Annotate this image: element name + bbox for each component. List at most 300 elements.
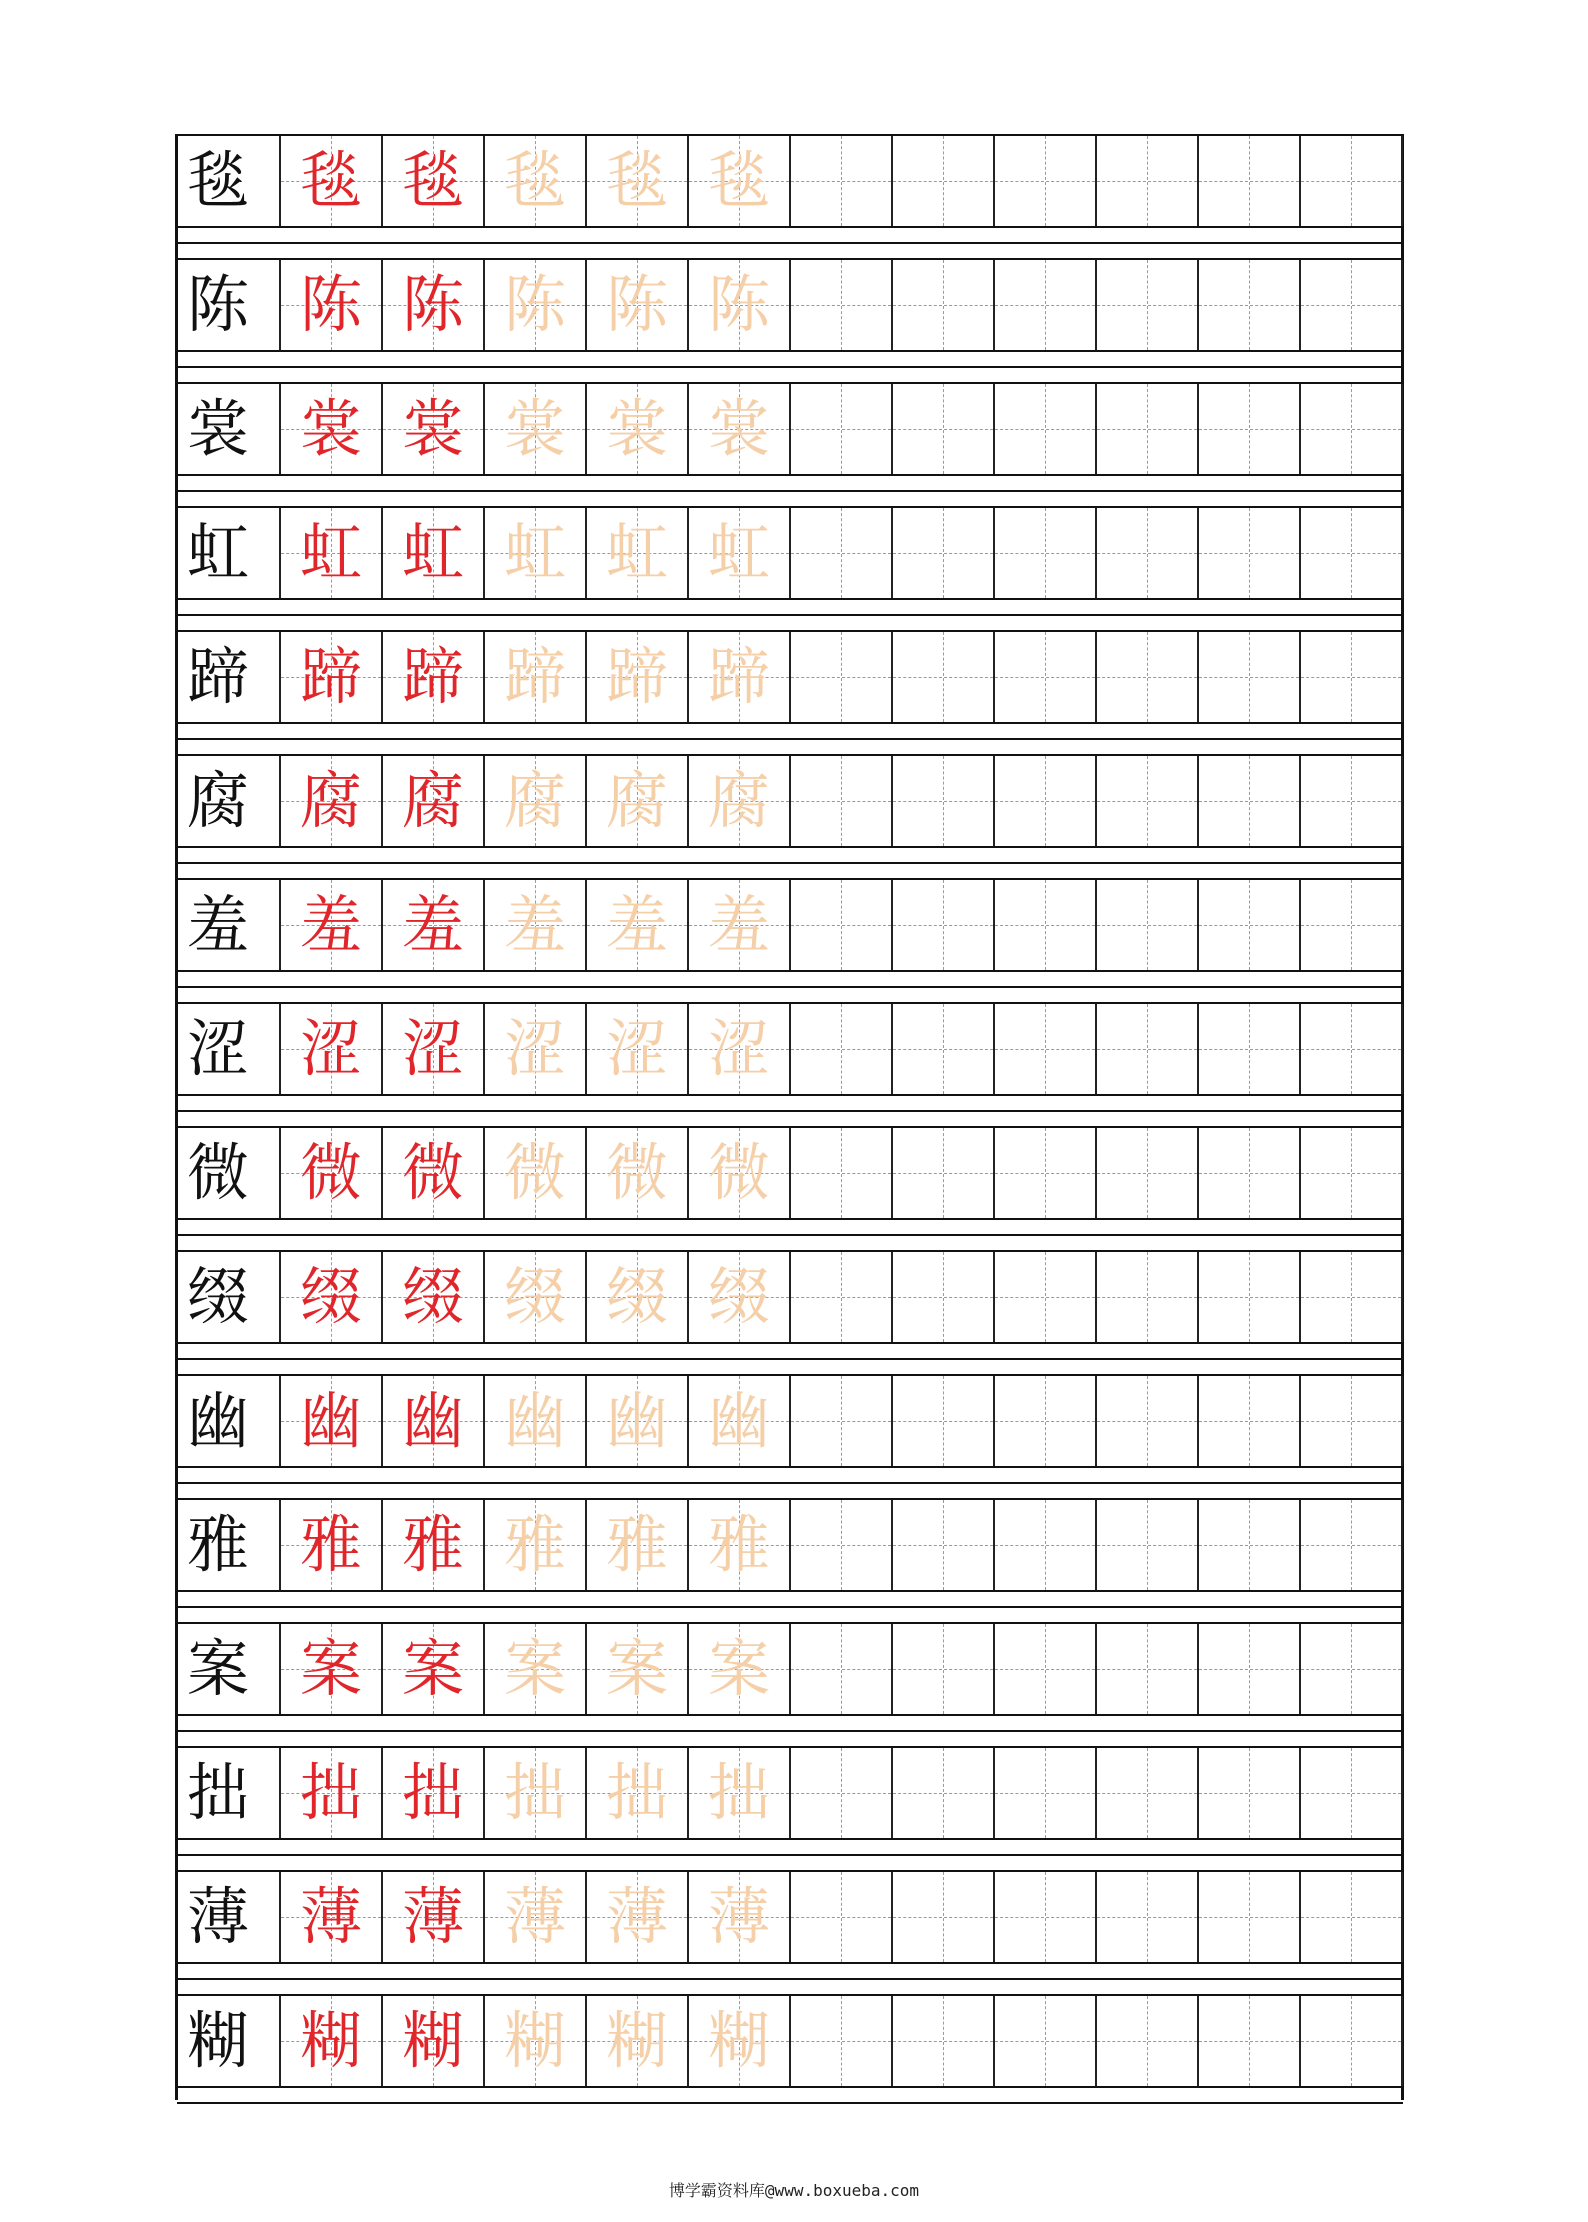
red-copy-cell[interactable] (281, 1376, 383, 1466)
empty-practice-cell[interactable] (1199, 880, 1301, 970)
trace-character: 案 (707, 1632, 770, 1705)
empty-practice-cell[interactable] (995, 1500, 1097, 1590)
red-copy-cell[interactable] (281, 1996, 383, 2086)
empty-practice-cell[interactable] (791, 1748, 893, 1838)
trace-copy-cell[interactable] (485, 880, 587, 970)
trace-copy-cell[interactable] (485, 1624, 587, 1714)
red-character: 糊 (401, 2004, 464, 2077)
empty-practice-cell[interactable] (791, 260, 893, 350)
empty-practice-cell[interactable] (995, 632, 1097, 722)
model-character: 微 (187, 1136, 250, 1209)
practice-row (177, 1250, 1403, 1344)
vertical-guide-line (841, 1748, 842, 1838)
red-copy-cell[interactable] (383, 1748, 485, 1838)
vertical-guide-line (841, 1996, 842, 2086)
empty-practice-cell[interactable] (1301, 880, 1403, 970)
empty-practice-cell[interactable] (995, 1624, 1097, 1714)
empty-practice-cell[interactable] (995, 1252, 1097, 1342)
trace-character: 幽 (503, 1384, 566, 1457)
empty-practice-cell[interactable] (1199, 632, 1301, 722)
empty-practice-cell[interactable] (995, 880, 1097, 970)
row-gap-line (177, 1234, 1403, 1236)
red-copy-cell[interactable] (281, 632, 383, 722)
practice-row (177, 1374, 1403, 1468)
empty-practice-cell[interactable] (893, 1128, 995, 1218)
trace-character: 涩 (707, 1012, 770, 1085)
empty-practice-cell[interactable] (1199, 1004, 1301, 1094)
trace-copy-cell[interactable] (485, 1500, 587, 1590)
empty-practice-cell[interactable] (1301, 756, 1403, 846)
trace-copy-cell[interactable] (587, 1128, 689, 1218)
empty-practice-cell[interactable] (995, 508, 1097, 598)
empty-practice-cell[interactable] (791, 632, 893, 722)
trace-copy-cell[interactable] (689, 136, 791, 226)
empty-practice-cell[interactable] (791, 384, 893, 474)
red-copy-cell[interactable] (281, 1748, 383, 1838)
model-character-cell (177, 1376, 281, 1466)
red-copy-cell[interactable] (383, 756, 485, 846)
trace-character: 腐 (503, 764, 566, 837)
trace-character: 雅 (707, 1508, 770, 1581)
red-character: 腐 (299, 764, 362, 837)
empty-practice-cell[interactable] (1301, 1624, 1403, 1714)
trace-copy-cell[interactable] (485, 1376, 587, 1466)
model-character: 雅 (187, 1508, 250, 1581)
vertical-guide-line (1351, 632, 1352, 722)
red-copy-cell[interactable] (383, 508, 485, 598)
vertical-guide-line (841, 508, 842, 598)
trace-copy-cell[interactable] (587, 1252, 689, 1342)
trace-copy-cell[interactable] (587, 880, 689, 970)
empty-practice-cell[interactable] (1097, 1500, 1199, 1590)
red-copy-cell[interactable] (281, 260, 383, 350)
vertical-guide-line (1351, 1996, 1352, 2086)
row-gap-line (177, 986, 1403, 988)
red-character: 腐 (401, 764, 464, 837)
empty-practice-cell[interactable] (1199, 756, 1301, 846)
practice-row (177, 258, 1403, 352)
vertical-guide-line (1147, 1748, 1148, 1838)
empty-practice-cell[interactable] (995, 260, 1097, 350)
row-gap-line (177, 1978, 1403, 1980)
empty-practice-cell[interactable] (893, 136, 995, 226)
trace-copy-cell[interactable] (485, 1128, 587, 1218)
trace-copy-cell[interactable] (485, 384, 587, 474)
model-character: 幽 (187, 1384, 250, 1457)
empty-practice-cell[interactable] (893, 1004, 995, 1094)
vertical-guide-line (943, 1376, 944, 1466)
vertical-guide-line (841, 1128, 842, 1218)
red-copy-cell[interactable] (281, 1128, 383, 1218)
red-copy-cell[interactable] (383, 1252, 485, 1342)
trace-copy-cell[interactable] (587, 1872, 689, 1962)
red-character: 涩 (401, 1012, 464, 1085)
empty-practice-cell[interactable] (791, 880, 893, 970)
empty-practice-cell[interactable] (893, 632, 995, 722)
empty-practice-cell[interactable] (1199, 1748, 1301, 1838)
empty-practice-cell[interactable] (1097, 1128, 1199, 1218)
red-copy-cell[interactable] (281, 1500, 383, 1590)
trace-copy-cell[interactable] (485, 136, 587, 226)
empty-practice-cell[interactable] (1199, 260, 1301, 350)
vertical-guide-line (841, 1004, 842, 1094)
vertical-guide-line (1249, 1500, 1250, 1590)
vertical-guide-line (1351, 1252, 1352, 1342)
vertical-guide-line (1045, 756, 1046, 846)
vertical-guide-line (1351, 880, 1352, 970)
trace-copy-cell[interactable] (689, 1252, 791, 1342)
trace-character: 虹 (503, 516, 566, 589)
vertical-guide-line (943, 1748, 944, 1838)
vertical-guide-line (1351, 508, 1352, 598)
empty-practice-cell[interactable] (1301, 1748, 1403, 1838)
red-character: 薄 (401, 1880, 464, 1953)
empty-practice-cell[interactable] (791, 1252, 893, 1342)
trace-copy-cell[interactable] (689, 1376, 791, 1466)
empty-practice-cell[interactable] (893, 260, 995, 350)
trace-copy-cell[interactable] (587, 1500, 689, 1590)
red-character: 虹 (401, 516, 464, 589)
red-copy-cell[interactable] (281, 1004, 383, 1094)
vertical-guide-line (1249, 1004, 1250, 1094)
empty-practice-cell[interactable] (791, 136, 893, 226)
red-copy-cell[interactable] (383, 136, 485, 226)
empty-practice-cell[interactable] (893, 1500, 995, 1590)
model-character-cell (177, 1872, 281, 1962)
trace-character: 拙 (605, 1756, 668, 1829)
vertical-guide-line (1351, 384, 1352, 474)
empty-practice-cell[interactable] (1199, 1624, 1301, 1714)
trace-character: 虹 (707, 516, 770, 589)
vertical-guide-line (1147, 1376, 1148, 1466)
empty-practice-cell[interactable] (791, 1376, 893, 1466)
empty-practice-cell[interactable] (1199, 1376, 1301, 1466)
trace-copy-cell[interactable] (689, 1748, 791, 1838)
red-copy-cell[interactable] (281, 756, 383, 846)
trace-copy-cell[interactable] (485, 632, 587, 722)
trace-copy-cell[interactable] (689, 1624, 791, 1714)
vertical-guide-line (841, 880, 842, 970)
row-gap-line (177, 1854, 1403, 1856)
trace-copy-cell[interactable] (689, 1996, 791, 2086)
vertical-guide-line (1249, 756, 1250, 846)
practice-row (177, 1622, 1403, 1716)
empty-practice-cell[interactable] (1199, 384, 1301, 474)
red-copy-cell[interactable] (281, 1872, 383, 1962)
red-copy-cell[interactable] (383, 632, 485, 722)
model-character-cell (177, 756, 281, 846)
row-gap-line (177, 2102, 1403, 2104)
vertical-guide-line (1351, 1376, 1352, 1466)
model-character-cell (177, 1252, 281, 1342)
empty-practice-cell[interactable] (1301, 1500, 1403, 1590)
vertical-guide-line (1045, 1748, 1046, 1838)
practice-row (177, 1746, 1403, 1840)
empty-practice-cell[interactable] (791, 1624, 893, 1714)
trace-copy-cell[interactable] (587, 1624, 689, 1714)
trace-character: 缀 (503, 1260, 566, 1333)
empty-practice-cell[interactable] (995, 136, 1097, 226)
vertical-guide-line (1045, 384, 1046, 474)
vertical-guide-line (943, 384, 944, 474)
trace-copy-cell[interactable] (485, 1872, 587, 1962)
red-copy-cell[interactable] (281, 136, 383, 226)
red-copy-cell[interactable] (383, 260, 485, 350)
model-character-cell (177, 880, 281, 970)
red-character: 毯 (299, 144, 362, 217)
empty-practice-cell[interactable] (893, 880, 995, 970)
vertical-guide-line (1249, 880, 1250, 970)
empty-practice-cell[interactable] (1199, 1996, 1301, 2086)
vertical-guide-line (943, 1996, 944, 2086)
trace-copy-cell[interactable] (587, 260, 689, 350)
empty-practice-cell[interactable] (995, 384, 1097, 474)
empty-practice-cell[interactable] (1199, 136, 1301, 226)
trace-copy-cell[interactable] (689, 1004, 791, 1094)
trace-character: 糊 (605, 2004, 668, 2077)
empty-practice-cell[interactable] (1097, 756, 1199, 846)
row-gap-line (177, 366, 1403, 368)
vertical-guide-line (943, 1624, 944, 1714)
red-copy-cell[interactable] (383, 1996, 485, 2086)
trace-copy-cell[interactable] (689, 260, 791, 350)
vertical-guide-line (841, 260, 842, 350)
trace-character: 缀 (707, 1260, 770, 1333)
empty-practice-cell[interactable] (995, 1376, 1097, 1466)
trace-copy-cell[interactable] (689, 1128, 791, 1218)
empty-practice-cell[interactable] (1301, 260, 1403, 350)
trace-character: 涩 (503, 1012, 566, 1085)
trace-copy-cell[interactable] (587, 136, 689, 226)
red-copy-cell[interactable] (281, 880, 383, 970)
trace-copy-cell[interactable] (689, 880, 791, 970)
vertical-guide-line (943, 880, 944, 970)
empty-practice-cell[interactable] (893, 1748, 995, 1838)
trace-character: 虹 (605, 516, 668, 589)
red-copy-cell[interactable] (281, 1252, 383, 1342)
vertical-guide-line (1249, 136, 1250, 226)
empty-practice-cell[interactable] (791, 1128, 893, 1218)
model-character-cell (177, 1624, 281, 1714)
trace-character: 裳 (503, 392, 566, 465)
empty-practice-cell[interactable] (791, 1872, 893, 1962)
trace-copy-cell[interactable] (485, 260, 587, 350)
empty-practice-cell[interactable] (1097, 1376, 1199, 1466)
vertical-guide-line (841, 756, 842, 846)
red-character: 案 (299, 1632, 362, 1705)
empty-practice-cell[interactable] (1199, 508, 1301, 598)
red-character: 陈 (299, 268, 362, 341)
red-character: 虹 (299, 516, 362, 589)
empty-practice-cell[interactable] (791, 1996, 893, 2086)
empty-practice-cell[interactable] (893, 756, 995, 846)
red-copy-cell[interactable] (383, 1624, 485, 1714)
red-character: 陈 (401, 268, 464, 341)
vertical-guide-line (1147, 260, 1148, 350)
empty-practice-cell[interactable] (1199, 1500, 1301, 1590)
red-copy-cell[interactable] (281, 508, 383, 598)
model-character: 涩 (187, 1012, 250, 1085)
trace-copy-cell[interactable] (485, 756, 587, 846)
empty-practice-cell[interactable] (1301, 1996, 1403, 2086)
trace-character: 裳 (605, 392, 668, 465)
vertical-guide-line (1147, 508, 1148, 598)
empty-practice-cell[interactable] (1301, 136, 1403, 226)
trace-copy-cell[interactable] (587, 508, 689, 598)
vertical-guide-line (1045, 508, 1046, 598)
trace-copy-cell[interactable] (587, 632, 689, 722)
trace-copy-cell[interactable] (689, 756, 791, 846)
vertical-guide-line (943, 1128, 944, 1218)
trace-character: 腐 (605, 764, 668, 837)
empty-practice-cell[interactable] (1199, 1872, 1301, 1962)
empty-practice-cell[interactable] (1097, 136, 1199, 226)
vertical-guide-line (943, 136, 944, 226)
trace-character: 缀 (605, 1260, 668, 1333)
trace-copy-cell[interactable] (485, 1996, 587, 2086)
red-copy-cell[interactable] (383, 1872, 485, 1962)
vertical-guide-line (1249, 1748, 1250, 1838)
character-practice-grid (177, 134, 1403, 2100)
trace-copy-cell[interactable] (587, 1996, 689, 2086)
empty-practice-cell[interactable] (1097, 508, 1199, 598)
empty-practice-cell[interactable] (1301, 1872, 1403, 1962)
trace-character: 案 (503, 1632, 566, 1705)
empty-practice-cell[interactable] (791, 1500, 893, 1590)
empty-practice-cell[interactable] (893, 508, 995, 598)
empty-practice-cell[interactable] (1301, 1004, 1403, 1094)
trace-copy-cell[interactable] (689, 384, 791, 474)
empty-practice-cell[interactable] (995, 1004, 1097, 1094)
trace-character: 雅 (503, 1508, 566, 1581)
empty-practice-cell[interactable] (1097, 1004, 1199, 1094)
empty-practice-cell[interactable] (1301, 508, 1403, 598)
trace-copy-cell[interactable] (689, 1872, 791, 1962)
practice-row (177, 506, 1403, 600)
empty-practice-cell[interactable] (1097, 1748, 1199, 1838)
model-character-cell (177, 260, 281, 350)
row-gap-line (177, 1730, 1403, 1732)
trace-copy-cell[interactable] (485, 1252, 587, 1342)
empty-practice-cell[interactable] (1097, 632, 1199, 722)
empty-practice-cell[interactable] (791, 508, 893, 598)
empty-practice-cell[interactable] (1301, 384, 1403, 474)
trace-copy-cell[interactable] (689, 508, 791, 598)
model-character-cell (177, 1748, 281, 1838)
trace-copy-cell[interactable] (587, 1004, 689, 1094)
empty-practice-cell[interactable] (791, 1004, 893, 1094)
red-copy-cell[interactable] (383, 1004, 485, 1094)
vertical-guide-line (841, 1252, 842, 1342)
trace-copy-cell[interactable] (587, 384, 689, 474)
vertical-guide-line (1147, 1500, 1148, 1590)
red-character: 羞 (401, 888, 464, 961)
red-character: 羞 (299, 888, 362, 961)
empty-practice-cell[interactable] (1097, 1252, 1199, 1342)
trace-character: 毯 (503, 144, 566, 217)
trace-copy-cell[interactable] (587, 756, 689, 846)
red-copy-cell[interactable] (281, 1624, 383, 1714)
vertical-guide-line (1147, 756, 1148, 846)
empty-practice-cell[interactable] (1097, 880, 1199, 970)
trace-copy-cell[interactable] (587, 1748, 689, 1838)
empty-practice-cell[interactable] (995, 1872, 1097, 1962)
row-gap-line (177, 738, 1403, 740)
red-character: 裳 (299, 392, 362, 465)
red-character: 微 (299, 1136, 362, 1209)
empty-practice-cell[interactable] (1301, 1252, 1403, 1342)
vertical-guide-line (841, 384, 842, 474)
empty-practice-cell[interactable] (893, 1872, 995, 1962)
empty-practice-cell[interactable] (1097, 1996, 1199, 2086)
vertical-guide-line (943, 260, 944, 350)
trace-copy-cell[interactable] (485, 508, 587, 598)
trace-copy-cell[interactable] (689, 1500, 791, 1590)
empty-practice-cell[interactable] (893, 1376, 995, 1466)
red-copy-cell[interactable] (383, 1376, 485, 1466)
empty-practice-cell[interactable] (1097, 1624, 1199, 1714)
empty-practice-cell[interactable] (995, 1996, 1097, 2086)
vertical-guide-line (1351, 1748, 1352, 1838)
empty-practice-cell[interactable] (1199, 1252, 1301, 1342)
empty-practice-cell[interactable] (995, 1128, 1097, 1218)
empty-practice-cell[interactable] (1301, 632, 1403, 722)
vertical-guide-line (1045, 880, 1046, 970)
vertical-guide-line (943, 1004, 944, 1094)
red-copy-cell[interactable] (383, 1500, 485, 1590)
vertical-guide-line (1045, 1500, 1046, 1590)
empty-practice-cell[interactable] (791, 756, 893, 846)
trace-character: 蹄 (503, 640, 566, 713)
row-gap-line (177, 614, 1403, 616)
vertical-guide-line (1045, 1624, 1046, 1714)
model-character: 薄 (187, 1880, 250, 1953)
empty-practice-cell[interactable] (893, 384, 995, 474)
empty-practice-cell[interactable] (893, 1624, 995, 1714)
row-gap-line (177, 1110, 1403, 1112)
empty-practice-cell[interactable] (1097, 384, 1199, 474)
red-character: 涩 (299, 1012, 362, 1085)
empty-practice-cell[interactable] (1199, 1128, 1301, 1218)
trace-character: 糊 (503, 2004, 566, 2077)
vertical-guide-line (943, 508, 944, 598)
vertical-guide-line (1249, 260, 1250, 350)
red-copy-cell[interactable] (281, 384, 383, 474)
empty-practice-cell[interactable] (1301, 1376, 1403, 1466)
red-copy-cell[interactable] (383, 880, 485, 970)
trace-copy-cell[interactable] (485, 1004, 587, 1094)
empty-practice-cell[interactable] (1097, 260, 1199, 350)
row-gap-line (177, 1358, 1403, 1360)
vertical-guide-line (1249, 1624, 1250, 1714)
empty-practice-cell[interactable] (1301, 1128, 1403, 1218)
empty-practice-cell[interactable] (893, 1996, 995, 2086)
empty-practice-cell[interactable] (995, 1748, 1097, 1838)
row-gap-line (177, 242, 1403, 244)
red-copy-cell[interactable] (383, 384, 485, 474)
trace-character: 微 (503, 1136, 566, 1209)
vertical-guide-line (1045, 1128, 1046, 1218)
red-copy-cell[interactable] (383, 1128, 485, 1218)
empty-practice-cell[interactable] (995, 756, 1097, 846)
vertical-guide-line (1351, 1004, 1352, 1094)
trace-copy-cell[interactable] (689, 632, 791, 722)
trace-copy-cell[interactable] (485, 1748, 587, 1838)
vertical-guide-line (1249, 1376, 1250, 1466)
empty-practice-cell[interactable] (1097, 1872, 1199, 1962)
trace-copy-cell[interactable] (587, 1376, 689, 1466)
empty-practice-cell[interactable] (893, 1252, 995, 1342)
